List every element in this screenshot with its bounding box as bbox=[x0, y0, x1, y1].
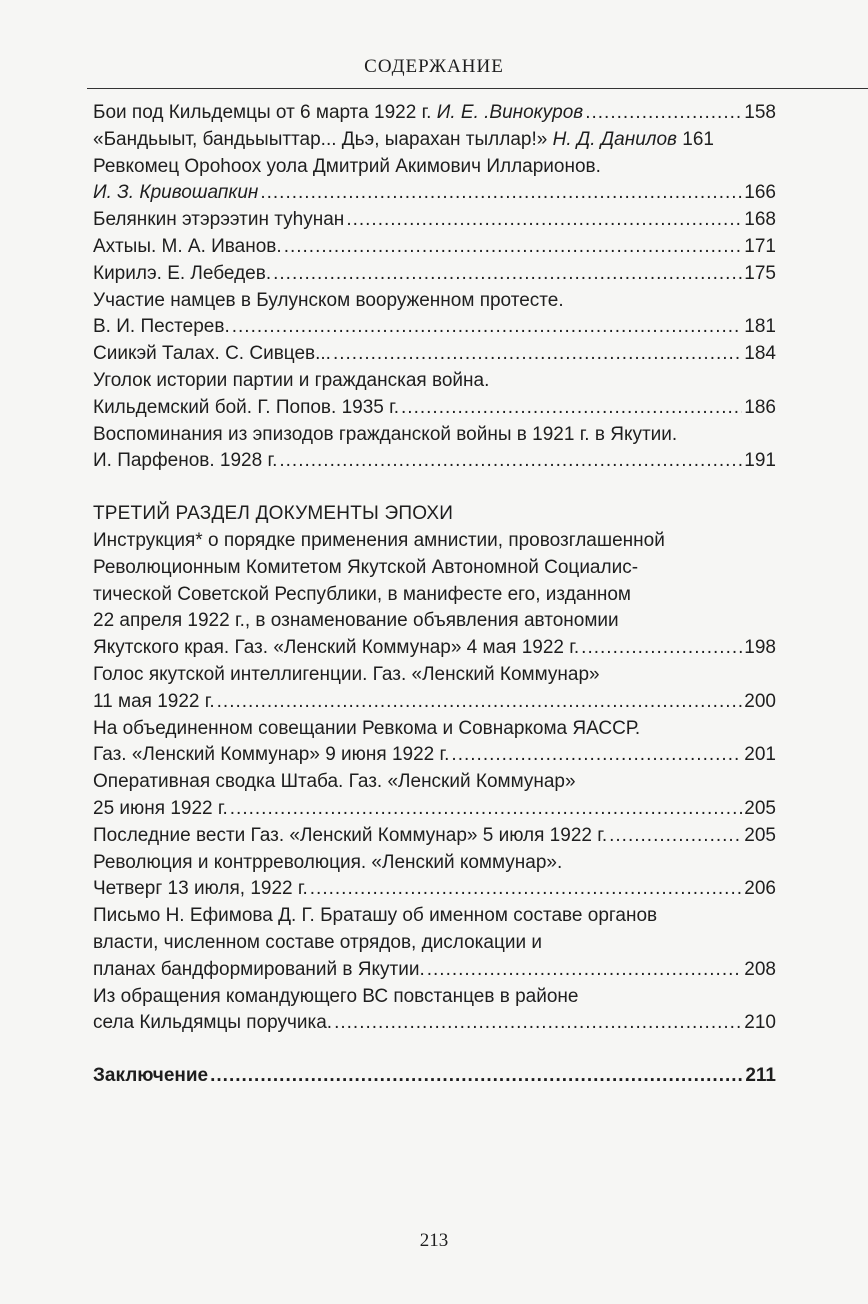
entry-page: 198 bbox=[744, 637, 776, 659]
leader-dots bbox=[284, 234, 743, 261]
toc-entry bbox=[93, 448, 776, 475]
entry-title: 11 мая 1922 г. bbox=[93, 690, 215, 712]
leader-dots bbox=[230, 796, 743, 823]
leader-dots bbox=[427, 957, 743, 984]
entry-line: Революционным Комитетом Якутской Автономной Социалис- bbox=[93, 556, 639, 578]
toc-entry-line bbox=[93, 555, 776, 582]
entry-title: Сиикэй Талах. С. Сивцев... bbox=[93, 343, 331, 365]
entry-page: 161 bbox=[682, 128, 714, 150]
entry-title: Бои под Кильдемцы от 6 марта 1922 г. bbox=[93, 102, 432, 123]
entry-author: Н. Д. Данилов bbox=[552, 128, 677, 150]
entry-title: планах бандформирований в Якутии. bbox=[93, 958, 425, 980]
header-rule bbox=[87, 88, 868, 89]
entry-title: Уголок истории партии и гражданская война. bbox=[93, 369, 490, 391]
entry-title: 25 июня 1922 г. bbox=[93, 797, 228, 819]
entry-title: села Кильдямцы поручика. bbox=[93, 1012, 333, 1034]
entry-author: И. Е. .Винокуров bbox=[436, 102, 584, 123]
entry-title: Белянкин этэрээтин туhунан bbox=[93, 209, 345, 231]
entry-page: 208 bbox=[744, 958, 776, 980]
toc-entry-line bbox=[93, 288, 776, 315]
toc-entry-line bbox=[93, 608, 776, 635]
toc-entry bbox=[93, 261, 776, 288]
toc-entry-line bbox=[93, 769, 776, 796]
entry-page: 205 bbox=[744, 797, 776, 819]
leader-dots bbox=[401, 395, 742, 422]
toc-entry bbox=[93, 341, 776, 368]
toc-entry bbox=[93, 395, 776, 422]
section-gap bbox=[93, 1037, 776, 1063]
toc-entry bbox=[93, 796, 776, 823]
leader-dots bbox=[210, 1063, 743, 1090]
entry-page: 201 bbox=[744, 744, 776, 766]
entry-page: 210 bbox=[744, 1012, 776, 1034]
toc-entry bbox=[93, 1010, 776, 1037]
section-heading bbox=[93, 501, 776, 528]
leader-dots bbox=[310, 876, 743, 903]
table-of-contents bbox=[93, 100, 776, 1090]
entry-title: Ревкомец Ороhоох уола Дмитрий Акимович Илларионов. bbox=[93, 155, 601, 177]
toc-entry-line bbox=[93, 716, 776, 743]
entry-line: тической Советской Республики, в манифесте его, изданном bbox=[93, 583, 631, 605]
leader-dots bbox=[585, 100, 742, 127]
entry-title: Якутского края. Газ. «Ленский Коммунар» 4 мая 1922 г. bbox=[93, 637, 580, 659]
toc-entry-line bbox=[93, 582, 776, 609]
entry-line: Письмо Н. Ефимова Д. Г. Браташу об именном составе органов bbox=[93, 905, 658, 927]
entry-line: Из обращения командующего ВС повстанцев в районе bbox=[93, 985, 579, 1007]
toc-entry bbox=[93, 100, 776, 127]
entry-page: 181 bbox=[744, 316, 776, 338]
entry-line: На объединенном совещании Ревкома и Совнаркома ЯАССР. bbox=[93, 717, 641, 739]
entry-title: Последние вести Газ. «Ленский Коммунар» 5 июля 1922 г. bbox=[93, 824, 608, 846]
entry-title: «Бандьыыт, бандьыыттар... Дьэ, ыарахан тыллар!» bbox=[93, 128, 548, 150]
entry-line: Революция и контрреволюция. «Ленский коммунар». bbox=[93, 851, 563, 873]
running-head: СОДЕРЖАНИЕ bbox=[364, 56, 504, 77]
entry-title: Участие намцев в Булунском вооруженном протесте. bbox=[93, 289, 564, 311]
toc-entry-line bbox=[93, 850, 776, 877]
entry-page: 175 bbox=[744, 262, 776, 284]
entry-title-cont: В. И. Пестерев. bbox=[93, 316, 230, 338]
entry-line: Оперативная сводка Штаба. Газ. «Ленский Коммунар» bbox=[93, 771, 576, 793]
leader-dots bbox=[581, 635, 742, 662]
entry-page: 206 bbox=[744, 878, 776, 900]
toc-entry bbox=[93, 314, 776, 341]
toc-entry bbox=[93, 180, 776, 207]
entry-title-cont: И. Парфенов. 1928 г. bbox=[93, 450, 278, 472]
toc-entry-line bbox=[93, 930, 776, 957]
entry-title: Заключение bbox=[93, 1065, 209, 1087]
toc-entry-line bbox=[93, 368, 776, 395]
toc-entry-line bbox=[93, 528, 776, 555]
entry-page: 184 bbox=[744, 343, 776, 365]
toc-entry-line bbox=[93, 903, 776, 930]
entry-page: 186 bbox=[744, 396, 776, 418]
toc-entry bbox=[93, 957, 776, 984]
toc-entry-line bbox=[93, 154, 776, 181]
toc-entry bbox=[93, 876, 776, 903]
section-gap bbox=[93, 475, 776, 501]
entry-page: 168 bbox=[744, 209, 776, 231]
leader-dots bbox=[609, 823, 742, 850]
leader-dots bbox=[273, 261, 742, 288]
toc-entry bbox=[93, 823, 776, 850]
entry-page: 191 bbox=[744, 450, 776, 472]
entry-title: Ахтыы. М. А. Иванов. bbox=[93, 235, 282, 257]
section-title: ТРЕТИЙ РАЗДЕЛ ДОКУМЕНТЫ ЭПОХИ bbox=[93, 503, 454, 525]
entry-title: Четверг 13 июля, 1922 г. bbox=[93, 878, 308, 900]
toc-entry bbox=[93, 207, 776, 234]
leader-dots bbox=[217, 689, 743, 716]
entry-title: Воспоминания из эпизодов гражданской войны в 1921 г. в Якутии. bbox=[93, 423, 678, 445]
toc-entry bbox=[93, 742, 776, 769]
entry-line: власти, численном составе отрядов, дислокации и bbox=[93, 931, 542, 953]
toc-entry-line bbox=[93, 662, 776, 689]
toc-entry bbox=[93, 234, 776, 261]
entry-title: Кирилэ. Е. Лебедев. bbox=[93, 262, 272, 284]
toc-entry bbox=[93, 635, 776, 662]
entry-line: Инструкция* о порядке применения амнистии, провозглашенной bbox=[93, 529, 665, 551]
toc-entry-line bbox=[93, 984, 776, 1011]
leader-dots bbox=[346, 207, 742, 234]
entry-page: 211 bbox=[745, 1065, 776, 1087]
entry-author: И. З. Кривошапкин bbox=[93, 182, 259, 204]
toc-entry bbox=[93, 127, 776, 154]
entry-page: 171 bbox=[744, 235, 776, 257]
leader-dots bbox=[333, 341, 742, 368]
leader-dots bbox=[232, 314, 743, 341]
leader-dots bbox=[334, 1010, 742, 1037]
entry-title-cont: Кильдемский бой. Г. Попов. 1935 г. bbox=[93, 396, 400, 418]
entry-line: Голос якутской интеллигенции. Газ. «Ленский Коммунар» bbox=[93, 663, 600, 685]
entry-page: 205 bbox=[744, 824, 776, 846]
entry-page: 158 bbox=[744, 102, 776, 123]
toc-entry bbox=[93, 689, 776, 716]
leader-dots bbox=[279, 448, 742, 475]
entry-page: 200 bbox=[744, 690, 776, 712]
entry-title: Газ. «Ленский Коммунар» 9 июня 1922 г. bbox=[93, 744, 450, 766]
toc-entry-line bbox=[93, 422, 776, 449]
page-number: 213 bbox=[419, 1230, 449, 1251]
entry-line: 22 апреля 1922 г., в ознаменование объявления автономии bbox=[93, 610, 619, 632]
leader-dots bbox=[451, 742, 742, 769]
entry-page: 166 bbox=[744, 182, 776, 204]
toc-entry-conclusion bbox=[93, 1063, 776, 1090]
leader-dots bbox=[260, 180, 742, 207]
